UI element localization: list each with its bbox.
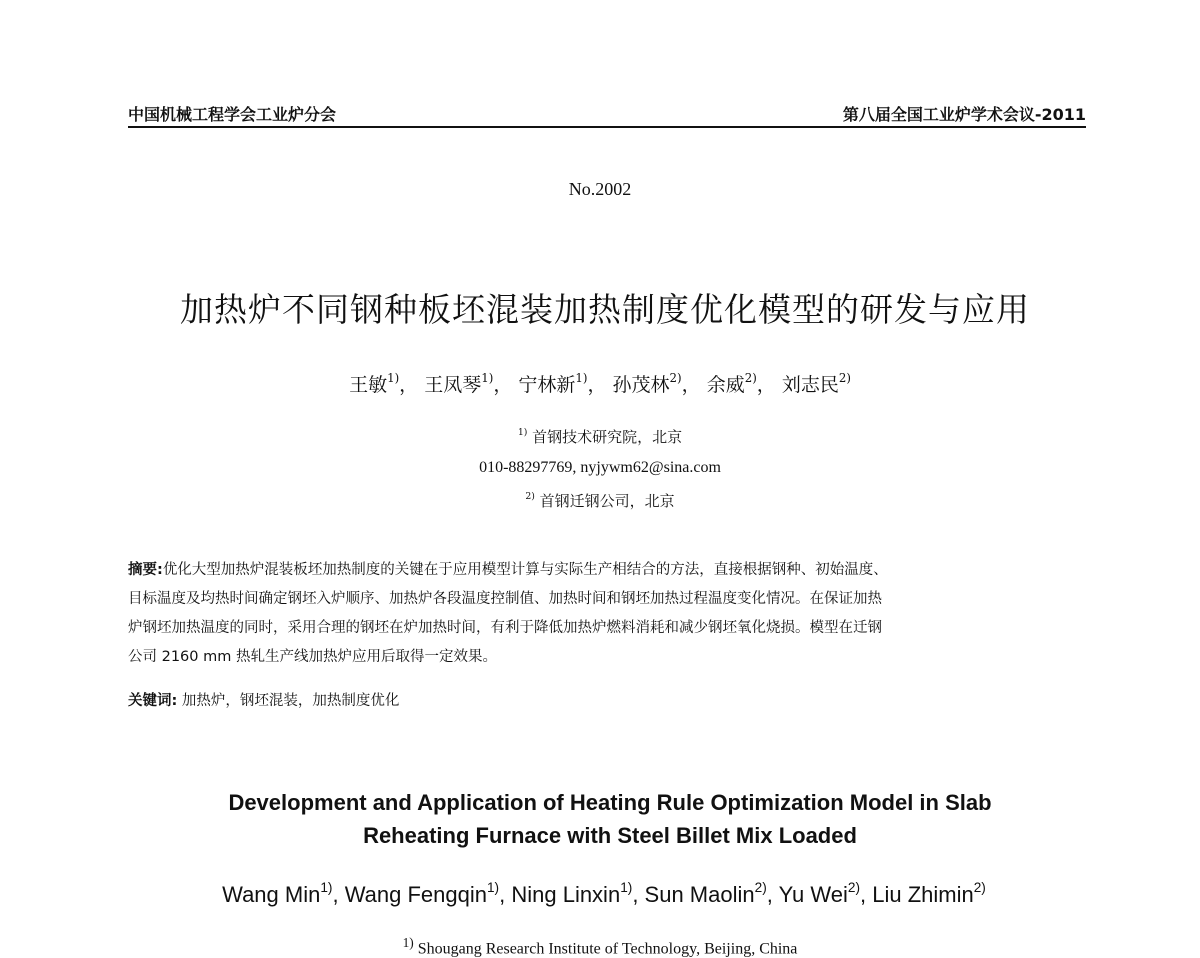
abstract-line: 摘要:优化大型加热炉混装板坯加热制度的关键在于应用模型计算与实际生产相结合的方法，直接根据钢种、初始温度、 (128, 562, 888, 578)
header-society: 中国机械工程学会工业炉分会 (128, 105, 337, 124)
contact-info: 010-88297769, nyjywm62@sina.com (479, 459, 721, 476)
affiliation-2 (0, 490, 1200, 511)
author: Wang Min (222, 882, 321, 907)
author-mark: 1) (387, 371, 400, 386)
running-header (128, 100, 1086, 128)
keywords (128, 689, 399, 710)
english-title-line: Reheating Furnace with Steel Billet Mix Loaded (363, 823, 857, 848)
author-mark: 2) (744, 371, 757, 386)
keywords-label: 关键词: (128, 693, 178, 709)
english-affiliation (0, 935, 1200, 958)
chinese-authors: 王敏$^{1)}$， 王凤琴$^{1)}$， 宁林新$^{1)}$， 孙茂林$^{2)}$， 余威$^{2)}$， 刘志民$^{2)}$ (349, 371, 851, 396)
english-title (0, 786, 1200, 852)
author: Ning Linxin (511, 882, 621, 907)
author-mark: 1) (486, 879, 500, 895)
keywords-text: 加热炉，钢坯混装，加热制度优化 (181, 693, 400, 709)
author-mark: 2) (754, 879, 767, 895)
affiliation-text: 首钢迁钢公司，北京 (539, 492, 675, 510)
header-conference: 第八届全国工业炉学术会议-2011 (842, 105, 1086, 124)
abstract-label: 摘要: (128, 562, 163, 578)
author: 刘志民 (781, 374, 839, 396)
abstract-line: 公司 2160 mm 热轧生产线加热炉应用后取得一定效果。 (128, 649, 497, 665)
author-mark: 1) (575, 371, 588, 386)
author-mark: 1) (481, 371, 494, 386)
paper-number: No.2002 (568, 179, 632, 199)
affiliation-mark: 2) (525, 491, 535, 503)
author-mark: 2) (847, 879, 861, 895)
author: 宁林新 (518, 374, 576, 396)
author: 孙茂林 (612, 374, 670, 396)
affiliation-text: 首钢技术研究院，北京 (532, 428, 683, 446)
affiliation-text: Shougang Research Institute of Technology, Beijing, China (417, 940, 798, 958)
affiliation-mark: 1) (517, 427, 528, 439)
chinese-title: 加热炉不同钢种板坯混装加热制度优化模型的研发与应用 (180, 290, 1030, 329)
author-mark: 2) (973, 879, 986, 895)
author-mark: 2) (669, 371, 682, 386)
author: Sun Maolin (644, 882, 755, 907)
author: Liu Zhimin (872, 882, 974, 907)
affiliation-mark: 1) (402, 935, 414, 950)
author-mark: 1) (320, 879, 333, 895)
author: 王敏 (349, 374, 388, 396)
author-mark: 2) (838, 371, 851, 386)
author-mark: 1) (620, 879, 633, 895)
english-title-line: Development and Application of Heating Rule Optimization Model in Slab (228, 790, 992, 815)
affiliation-1 (0, 426, 1200, 447)
english-authors: Wang Min$^{1)}$, Wang Fengqin$^{1)}$, Ning Linxin$^{1)}$, Sun Maolin$^{2)}$, Yu Wei$^{2)}$, Liu Zhimin$^{2)}$ (222, 879, 986, 907)
author: Yu Wei (778, 882, 848, 907)
author: Wang Fengqin (344, 882, 487, 907)
abstract-line: 炉钢坯加热温度的同时，采用合理的钢坯在炉加热时间，有利于降低加热炉燃料消耗和减少钢坯氧化烧损。模型在迁钢 (128, 620, 882, 636)
abstract (128, 556, 1088, 672)
author: 王凤琴 (424, 374, 482, 396)
abstract-line: 目标温度及均热时间确定钢坯入炉顺序、加热炉各段温度控制值、加热时间和钢坯加热过程温度变化情况。在保证加热 (128, 591, 882, 607)
author: 余威 (706, 374, 745, 396)
